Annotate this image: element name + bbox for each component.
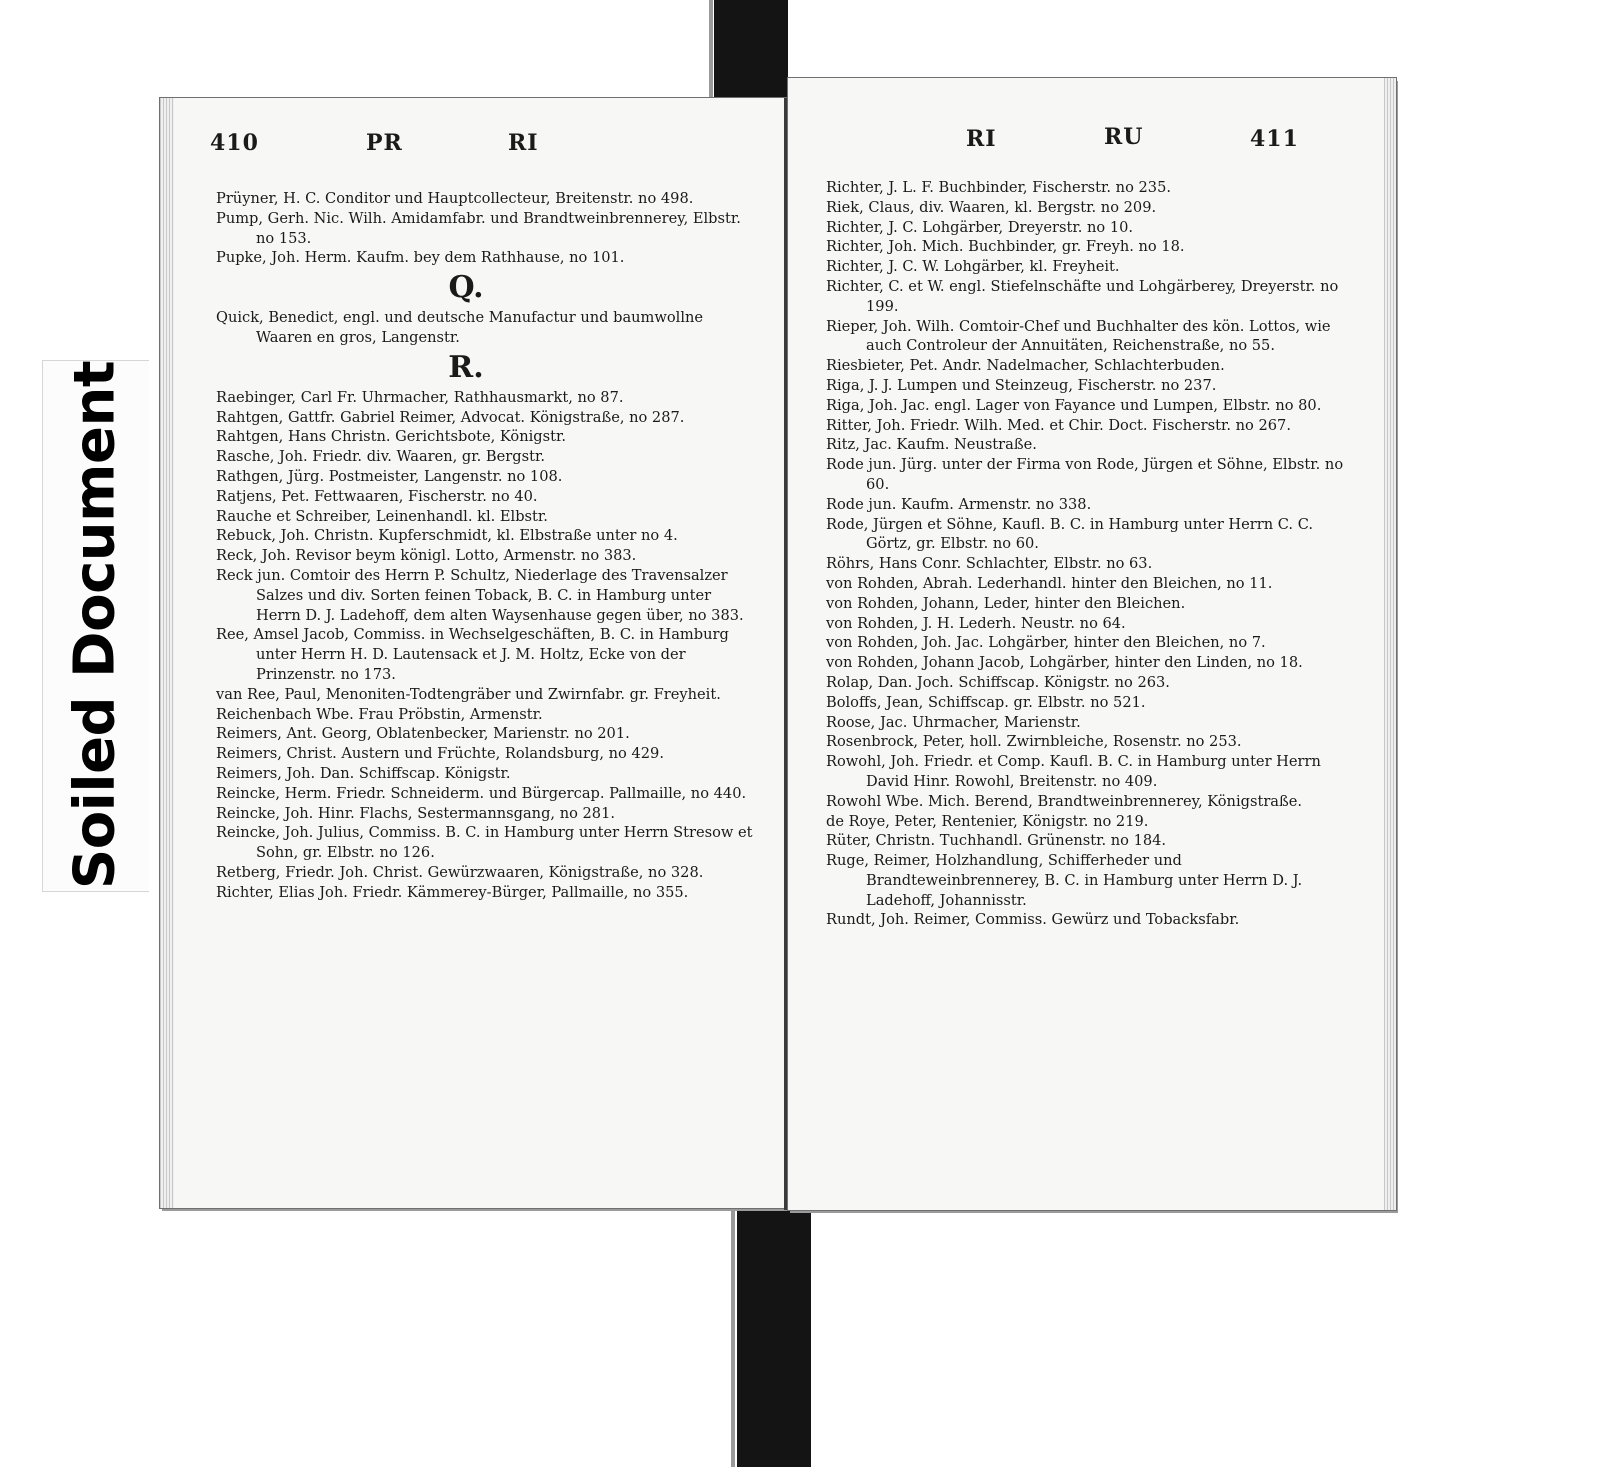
directory-entry: Ritz, Jac. Kaufm. Neustraße. bbox=[826, 436, 1037, 454]
directory-entry: Raebinger, Carl Fr. Uhrmacher, Rathhausmarkt, no 87. bbox=[216, 388, 624, 406]
running-header-right: RU bbox=[1104, 124, 1144, 150]
binding-strap-top bbox=[714, 0, 788, 98]
directory-entry: Roose, Jac. Uhrmacher, Marienstr. bbox=[826, 713, 1081, 731]
directory-entry: Rahtgen, Hans Christn. Gerichtsbote, Königstr. bbox=[216, 428, 566, 446]
left-page bbox=[160, 98, 787, 1208]
directory-entry: Rosenbrock, Peter, holl. Zwirnbleiche, Rosenstr. no 253. bbox=[826, 733, 1242, 751]
directory-entry: de Roye, Peter, Rentenier, Königstr. no 219. bbox=[826, 812, 1149, 830]
directory-entry: Richter, J. L. F. Buchbinder, Fischerstr. no 235. bbox=[826, 179, 1171, 196]
directory-entry: Quick, Benedict, engl. und deutsche Manufactur und baumwollne Waaren en gros, Langenstr. bbox=[216, 309, 704, 346]
directory-entry: Riga, Joh. Jac. engl. Lager von Fayance und Lumpen, Elbstr. no 80. bbox=[826, 396, 1322, 414]
directory-entry: Rode jun. Kaufm. Armenstr. no 338. bbox=[826, 495, 1092, 513]
page-number: 411 bbox=[1250, 126, 1299, 152]
directory-entry: Boloffs, Jean, Schiffscap. gr. Elbstr. no 521. bbox=[826, 693, 1146, 711]
binding-strap-bottom bbox=[737, 1198, 811, 1467]
directory-entry: Reimers, Ant. Georg, Oblatenbecker, Marienstr. no 201. bbox=[216, 725, 630, 743]
right-page bbox=[788, 78, 1396, 1210]
directory-entry: von Rohden, Johann Jacob, Lohgärber, hinter den Linden, no 18. bbox=[826, 654, 1303, 672]
directory-entry: Retberg, Friedr. Joh. Christ. Gewürzwaaren, Königstraße, no 328. bbox=[216, 863, 704, 881]
directory-entry: Richter, Joh. Mich. Buchbinder, gr. Freyh. no 18. bbox=[826, 238, 1185, 256]
directory-entry: Rode jun. Jürg. unter der Firma von Rode, Jürgen et Söhne, Elbstr. no 60. bbox=[826, 456, 1344, 493]
soiled-document-label: Soiled Document bbox=[62, 360, 128, 890]
directory-entry: Ritter, Joh. Friedr. Wilh. Med. et Chir. Doct. Fischerstr. no 267. bbox=[826, 416, 1291, 434]
directory-entry: Rasche, Joh. Friedr. div. Waaren, gr. Bergstr. bbox=[216, 448, 545, 466]
directory-entry: Reck, Joh. Revisor beym königl. Lotto, Armenstr. no 383. bbox=[216, 547, 637, 565]
directory-entry: Rieper, Joh. Wilh. Comtoir-Chef und Buchhalter des kön. Lottos, wie auch Controleur der Annuitäten, Reichenstraße, no 55. bbox=[826, 317, 1331, 355]
directory-entry: Ree, Amsel Jacob, Commiss. in Wechselgeschäften, B. C. in Hamburg unter Herrn H. D. Lautensack et J. M. Holtz, Ecke von der Prinzenstr. no 173. bbox=[216, 626, 729, 683]
directory-entry: von Rohden, Abrah. Lederhandl. hinter den Bleichen, no 11. bbox=[826, 574, 1273, 592]
directory-entry: Rauche et Schreiber, Leinenhandl. kl. Elbstr. bbox=[216, 507, 548, 525]
directory-entry: Richter, Elias Joh. Friedr. Kämmerey-Bürger, Pallmaille, no 355. bbox=[216, 883, 689, 901]
directory-entry: Riesbieter, Pet. Andr. Nadelmacher, Schlachterbuden. bbox=[826, 357, 1225, 375]
directory-entry: Richter, J. C. W. Lohgärber, kl. Freyheit. bbox=[826, 258, 1120, 276]
directory-entry: Reck jun. Comtoir des Herrn P. Schultz, Niederlage des Travensalzer Salzes und div. Sorten feinen Toback, B. C. in Hamburg unter Herrn D. J. Ladehoff, dem alten Waysenhause gegen über, no 383. bbox=[216, 566, 744, 624]
directory-entry: Prüyner, H. C. Conditor und Hauptcollecteur, Breitenstr. no 498. bbox=[216, 190, 694, 207]
directory-entry: Reincke, Joh. Julius, Commiss. B. C. in Hamburg unter Herrn Stresow et Sohn, gr. Elbstr. no 126. bbox=[216, 824, 753, 862]
directory-entry: Richter, C. et W. engl. Stiefelnschäfte und Lohgärberey, Dreyerstr. no 199. bbox=[826, 277, 1339, 315]
directory-entry: Rebuck, Joh. Christn. Kupferschmidt, kl. Elbstraße unter no 4. bbox=[216, 527, 678, 545]
directory-entry: Rode, Jürgen et Söhne, Kaufl. B. C. in Hamburg unter Herrn C. C. Görtz, gr. Elbstr. no 60. bbox=[826, 515, 1313, 553]
directory-entry: von Rohden, Johann, Leder, hinter den Bleichen. bbox=[826, 594, 1186, 612]
binding-strap-edge bbox=[731, 1198, 735, 1467]
directory-entry-list bbox=[826, 178, 1344, 930]
directory-entry: Rundt, Joh. Reimer, Commiss. Gewürz und Tobacksfabr. bbox=[826, 911, 1240, 929]
directory-entry: Reichenbach Wbe. Frau Pröbstin, Armenstr. bbox=[216, 705, 543, 723]
directory-entry: Rathgen, Jürg. Postmeister, Langenstr. no 108. bbox=[216, 467, 563, 485]
directory-entry: Rowohl, Joh. Friedr. et Comp. Kaufl. B. C. in Hamburg unter Herrn David Hinr. Rowohl, Breitenstr. no 409. bbox=[826, 753, 1321, 790]
directory-entry: Rowohl Wbe. Mich. Berend, Brandtweinbrennerey, Königstraße. bbox=[826, 792, 1303, 810]
section-letter-heading: Q. bbox=[448, 270, 484, 306]
running-header-left: PR bbox=[366, 130, 403, 156]
directory-entry: Rolap, Dan. Joch. Schiffscap. Königstr. no 263. bbox=[826, 673, 1170, 691]
directory-entry: Rahtgen, Gattfr. Gabriel Reimer, Advocat. Königstraße, no 287. bbox=[216, 408, 685, 426]
directory-entry: Pump, Gerh. Nic. Wilh. Amidamfabr. und Brandtweinbrennerey, Elbstr. no 153. bbox=[216, 209, 741, 247]
directory-entry: Pupke, Joh. Herm. Kaufm. bey dem Rathhause, no 101. bbox=[216, 249, 625, 267]
section-letter-heading: R. bbox=[448, 349, 484, 385]
directory-entry: Reincke, Joh. Hinr. Flachs, Sestermannsgang, no 281. bbox=[216, 804, 616, 822]
directory-entry-list bbox=[216, 189, 756, 903]
directory-entry: Richter, J. C. Lohgärber, Dreyerstr. no 10. bbox=[826, 218, 1134, 236]
directory-entry: van Ree, Paul, Menoniten-Todtengräber und Zwirnfabr. gr. Freyheit. bbox=[216, 685, 721, 703]
page-number: 410 bbox=[210, 130, 259, 156]
binding-strap-edge bbox=[709, 0, 713, 98]
directory-entry: Reimers, Christ. Austern und Früchte, Rolandsburg, no 429. bbox=[216, 745, 664, 763]
directory-entry: Riga, J. J. Lumpen und Steinzeug, Fischerstr. no 237. bbox=[826, 376, 1217, 394]
directory-entry: Riek, Claus, div. Waaren, kl. Bergstr. no 209. bbox=[826, 198, 1157, 216]
directory-entry: Rüter, Christn. Tuchhandl. Grünenstr. no 184. bbox=[826, 832, 1167, 850]
directory-entry: Reimers, Joh. Dan. Schiffscap. Königstr. bbox=[216, 764, 511, 782]
directory-entry: von Rohden, J. H. Lederh. Neustr. no 64. bbox=[826, 614, 1126, 632]
directory-entry: Ratjens, Pet. Fettwaaren, Fischerstr. no 40. bbox=[216, 487, 538, 505]
directory-entry: Röhrs, Hans Conr. Schlachter, Elbstr. no 63. bbox=[826, 555, 1153, 573]
running-header-right: RI bbox=[508, 130, 539, 156]
running-header-left: RI bbox=[966, 126, 997, 152]
directory-entry: Reincke, Herm. Friedr. Schneiderm. und Bürgercap. Pallmaille, no 440. bbox=[216, 784, 747, 802]
directory-entry: von Rohden, Joh. Jac. Lohgärber, hinter den Bleichen, no 7. bbox=[826, 634, 1266, 652]
directory-entry: Ruge, Reimer, Holzhandlung, Schifferheder und Brandteweinbrennerey, B. C. in Hamburg unter Herrn D. J. Ladehoff, Johannisstr. bbox=[826, 852, 1303, 909]
